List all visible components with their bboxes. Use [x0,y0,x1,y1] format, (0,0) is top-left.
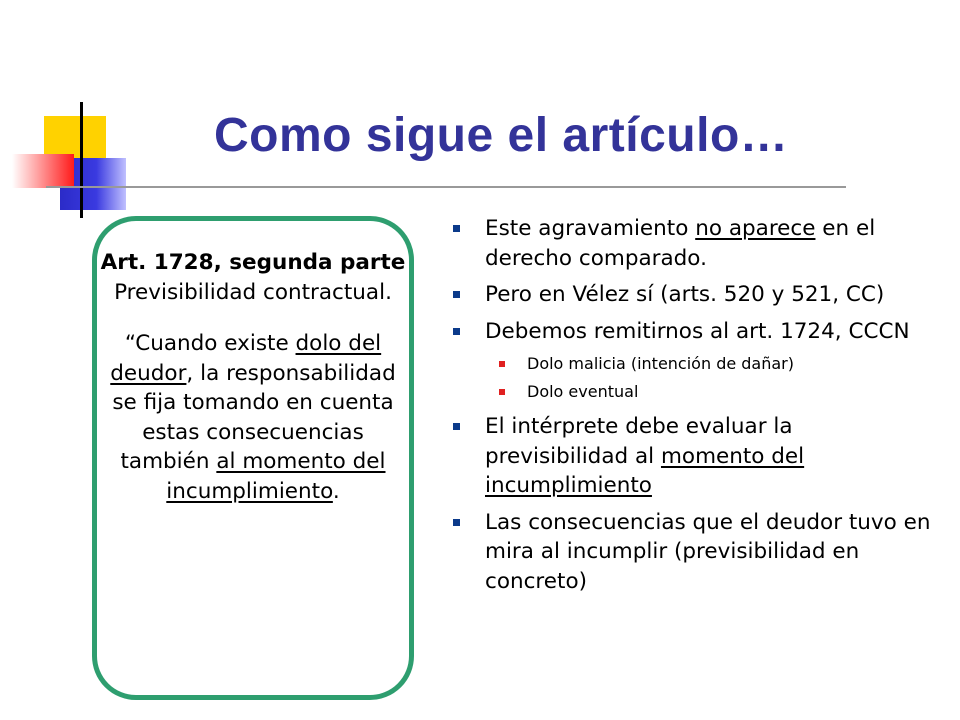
list-item [450,412,940,501]
bullet-square-icon [453,328,460,335]
quote-text: . [332,478,340,504]
bullet-text: El intérprete debe evaluar la previsibilidad al [485,414,793,469]
list-item [450,280,940,310]
bullet-underlined-text: momento del incumplimiento [485,443,805,498]
slide-title: Como sigue el artículo… [214,109,789,162]
sub-list-item [450,352,940,376]
title-divider [46,186,846,188]
quote-text: “Cuando existe [124,331,296,356]
bullet-square-icon [453,519,460,526]
bullet-text: Pero en Vélez sí (arts. 520 y 521, CC) [485,282,885,307]
sub-bullet-text: Dolo eventual [527,382,639,401]
bullet-text: Este agravamiento [485,216,696,241]
quote-text: , la responsabilidad se fija tomando en cuenta estas consecuencias también [112,360,396,474]
bullet-text: Las consecuencias que el deudor tuvo en mira al incumplir (previsibilidad en concreto) [485,509,931,594]
bullet-underlined-text: no aparece [695,216,816,241]
red-square-shape [12,154,74,188]
bullet-list [450,214,940,603]
sub-list-item [450,380,940,404]
quote-box-text [100,248,406,506]
bullet-text: en el derecho comparado. [485,216,876,271]
bullet-text: Debemos remitirnos al art. 1724, CCCN [485,318,910,344]
quote-underlined-text: al momento del incumplimiento [166,449,386,504]
list-item [450,317,940,347]
box-quote [100,329,406,506]
sub-bullet-square-icon [499,389,505,395]
vertical-line [80,102,83,218]
sub-bullet-square-icon [499,361,505,367]
quote-underlined-text: dolo del deudor [110,331,382,386]
sub-bullet-text: Dolo malicia (intención de dañar) [527,354,794,373]
box-subheading: Previsibilidad contractual. [114,279,392,305]
box-heading: Art. 1728, segunda parte [100,250,406,275]
list-item [450,214,940,273]
list-item [450,508,940,597]
bullet-square-icon [453,291,460,298]
decorative-logo [0,0,160,230]
bullet-square-icon [453,423,460,430]
bullet-square-icon [453,225,460,232]
